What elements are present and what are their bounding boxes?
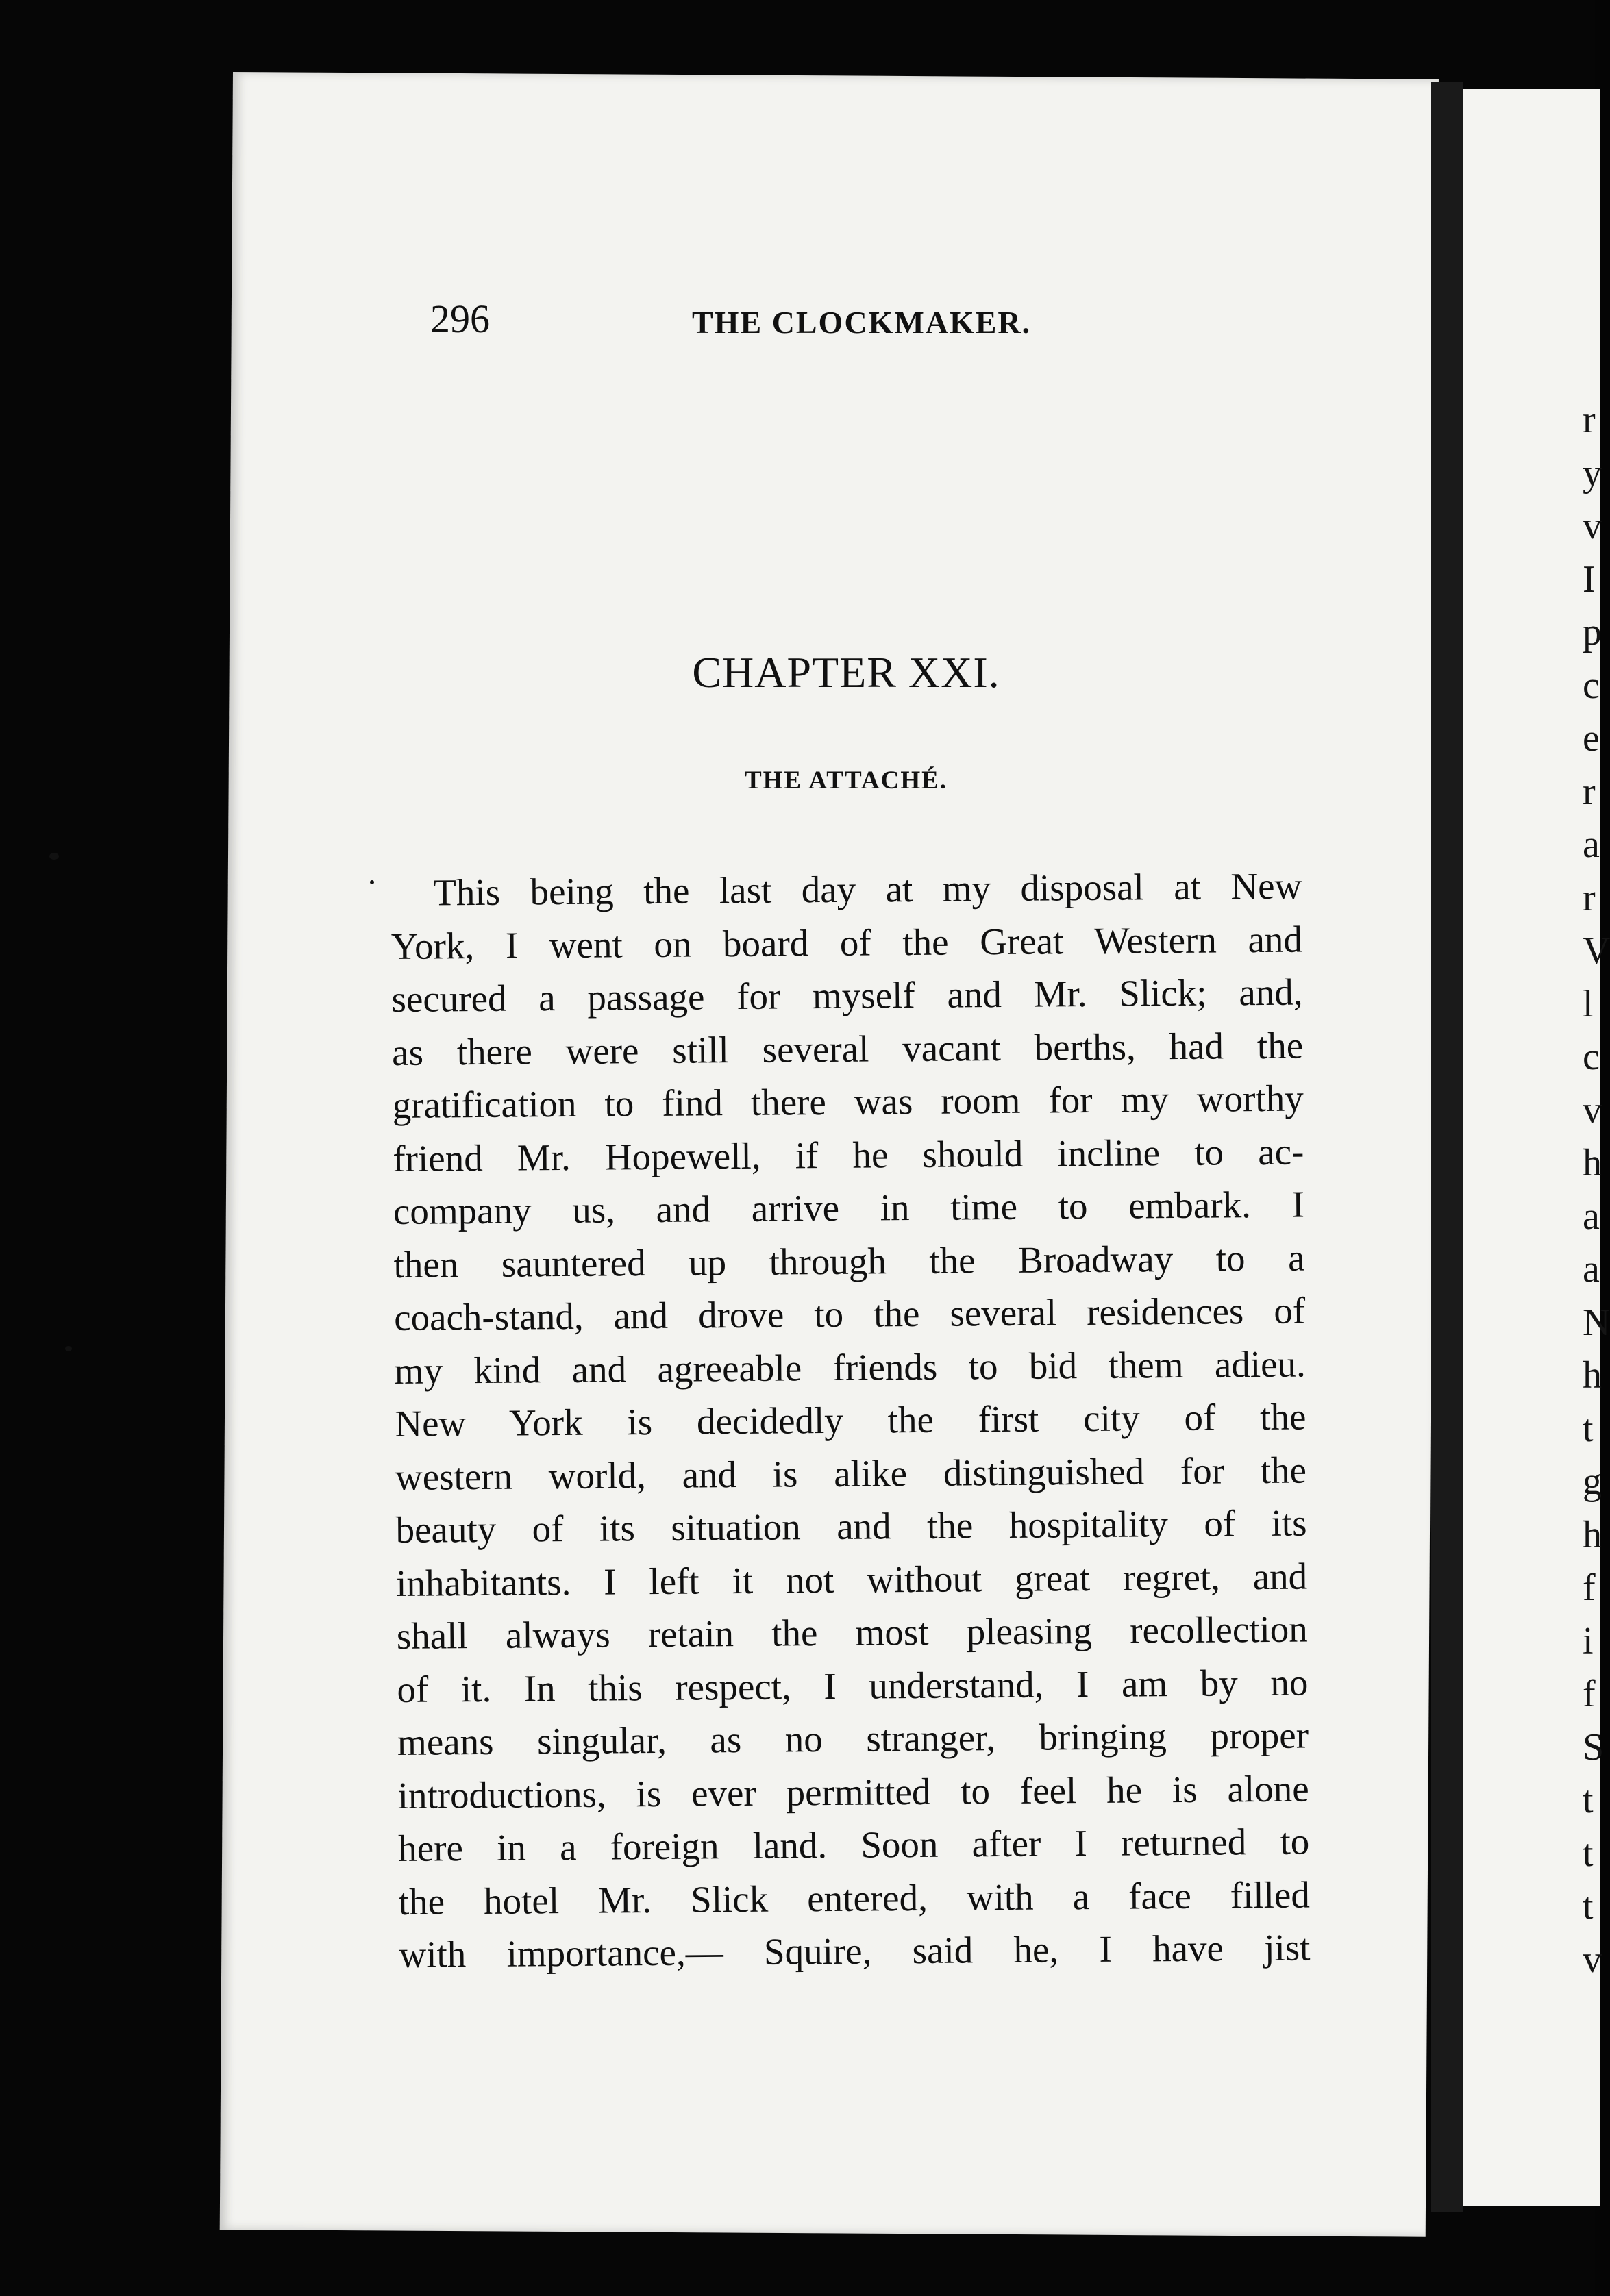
text-line: my kind and agreeable friends to bid them adieu. (394, 1343, 1306, 1392)
facing-page-letter: g (1583, 1460, 1602, 1503)
facing-page-letter: S (1583, 1725, 1605, 1769)
chapter-subtitle: THE ATTACHÉ. (744, 766, 948, 795)
text-line: here in a foreign land. Soon after I returned to (398, 1820, 1310, 1869)
facing-page-letter: i (1583, 1619, 1594, 1662)
facing-page-letter: c (1583, 1036, 1600, 1078)
scan-speck (370, 880, 374, 884)
facing-page (1463, 89, 1600, 2206)
facing-page-letter: t (1583, 1832, 1594, 1875)
text-line: secured a passage for myself and Mr. Slick; and, (391, 971, 1303, 1020)
facing-page-letter: I (1583, 558, 1596, 601)
facing-page-letter: a (1583, 1195, 1600, 1238)
facing-page-letter: t (1583, 1407, 1594, 1450)
running-head (430, 296, 1300, 344)
facing-page-letter: t (1583, 1885, 1594, 1927)
body-text (391, 860, 1311, 1982)
scan-speck (49, 853, 59, 860)
facing-page-letter: h (1583, 1513, 1602, 1556)
text-line: This being the last day at my disposal at New (433, 864, 1302, 914)
text-line: friend Mr. Hopewell, if he should incline to ac- (393, 1130, 1304, 1180)
facing-page-letter: a (1583, 1248, 1600, 1290)
facing-page-letter: v (1583, 1938, 1602, 1981)
text-line: then sauntered up through the Broadway to a (393, 1236, 1305, 1286)
text-line: as there were still several vacant berths, had the (391, 1024, 1304, 1073)
facing-page-letter: t (1583, 1779, 1594, 1821)
page-number: 296 (430, 297, 490, 341)
text-line: beauty of its situation and the hospitality of its (395, 1501, 1307, 1551)
facing-page-letter: r (1583, 876, 1596, 919)
facing-page-letter: v (1583, 505, 1602, 547)
text-line: western world, and is alike distinguished for the (395, 1449, 1307, 1498)
facing-page-letter: V (1583, 929, 1610, 972)
facing-page-letter: h (1583, 1142, 1602, 1184)
facing-page-letter: p (1583, 611, 1602, 653)
scan-speck (65, 1346, 72, 1351)
text-line: with importance,— Squire, said he, I have jist (399, 1926, 1311, 1975)
text-line: the hotel Mr. Slick entered, with a face filled (398, 1873, 1311, 1923)
facing-page-letter: c (1583, 664, 1600, 707)
facing-page-letter: l (1583, 982, 1594, 1025)
chapter-title: CHAPTER XXI. (692, 648, 1000, 697)
facing-page-letter: v (1583, 1088, 1602, 1132)
facing-page-letter: h (1583, 1354, 1602, 1397)
text-line: York, I went on board of the Great Western and (391, 918, 1303, 967)
running-title: THE CLOCKMAKER. (692, 305, 1032, 340)
facing-page-letter: y (1583, 451, 1602, 495)
text-line: means singular, as no stranger, bringing proper (397, 1714, 1309, 1763)
text-line: inhabitants. I left it not without great regret, and (395, 1555, 1308, 1604)
text-line: gratification to find there was room for my worthy (392, 1077, 1304, 1126)
facing-page-letter: r (1583, 770, 1596, 813)
facing-page-letter: f (1583, 1567, 1596, 1609)
facing-page-letter: r (1583, 399, 1596, 441)
text-line: of it. In this respect, I understand, I am by no (397, 1661, 1309, 1710)
text-line: New York is decidedly the first city of the (395, 1395, 1306, 1445)
facing-page-letter: a (1583, 823, 1600, 866)
facing-page-letter: f (1583, 1673, 1596, 1715)
text-line: coach-stand, and drove to the several residences of (393, 1289, 1306, 1338)
book-gutter (1431, 82, 1463, 2212)
facing-page-letter: N (1583, 1301, 1610, 1344)
text-line: shall always retain the most pleasing recollection (396, 1608, 1309, 1657)
facing-page-letter: e (1583, 717, 1600, 760)
text-line: introductions, is ever permitted to feel he is alone (397, 1767, 1309, 1817)
text-line: company us, and arrive in time to embark. I (393, 1183, 1305, 1232)
